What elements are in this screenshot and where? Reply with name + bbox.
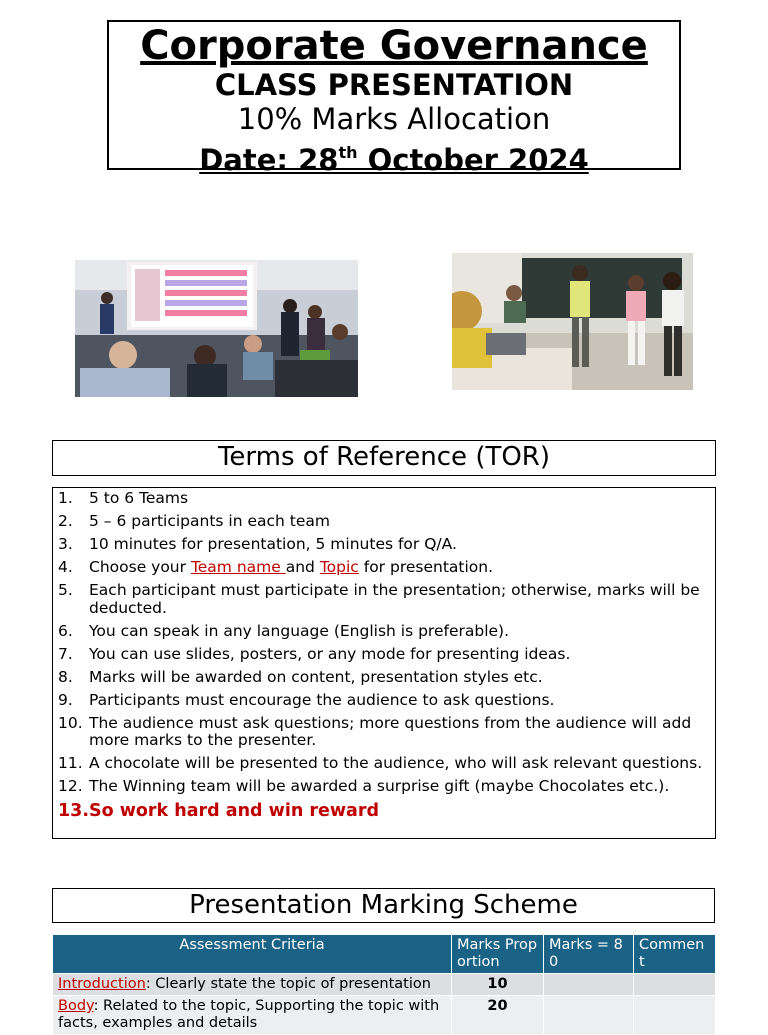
header-marks-total: Marks = 80 (544, 935, 634, 974)
tor-item: 9. Participants must encourage the audience to ask questions. (58, 690, 555, 709)
document-title: Corporate Governance (140, 23, 648, 69)
marking-scheme-heading: Presentation Marking Scheme (52, 888, 715, 923)
tor-list-box (52, 487, 716, 839)
team-name-link[interactable]: Team name (190, 558, 286, 576)
tor-item: 6. You can speak in any language (English is preferable). (58, 621, 510, 640)
header-marks-proportion: Marks Proportion (452, 935, 544, 974)
comment-cell[interactable] (634, 996, 716, 1035)
tor-item-highlight: 13. So work hard and win reward (58, 801, 380, 821)
table-row (53, 996, 716, 1035)
title-box (107, 20, 681, 177)
marks-proportion-cell: 10 (452, 974, 544, 996)
criteria-cell: Body: Related to the topic, Supporting the topic with facts, examples and details (53, 996, 452, 1035)
tor-item: 2. 5 – 6 participants in each team (58, 512, 330, 530)
tor-item: 3. 10 minutes for presentation, 5 minutes for Q/A. (58, 535, 457, 553)
marks-allocation: 10% Marks Allocation (237, 102, 551, 136)
tor-item: 10. The audience must ask questions; more questions from the audience will add more marks to the presenter. (58, 713, 692, 749)
tor-item: 8. Marks will be awarded on content, presentation styles etc. (58, 667, 543, 686)
marks-cell[interactable] (544, 996, 634, 1035)
topic-link[interactable]: Topic (319, 558, 359, 576)
presentation-date: Date: 28th October 2024 (199, 143, 589, 177)
comment-cell[interactable] (634, 974, 716, 996)
marks-proportion-cell: 20 (452, 996, 544, 1035)
tor-item: 1. 5 to 6 Teams (58, 489, 189, 507)
marking-scheme-table (52, 934, 716, 1035)
table-row (53, 974, 716, 996)
tor-heading: Terms of Reference (TOR) (52, 440, 716, 476)
tor-item: 12. The Winning team will be awarded a surprise gift (maybe Chocolates etc.). (58, 777, 670, 795)
tor-item: 7. You can use slides, posters, or any mode for presenting ideas. (58, 644, 571, 663)
tor-item: 11. A chocolate will be presented to the audience, who will ask relevant questions. (58, 754, 703, 772)
marks-cell[interactable] (544, 974, 634, 996)
criteria-cell: Introduction: Clearly state the topic of presentation (53, 974, 452, 996)
document-subtitle: CLASS PRESENTATION (214, 68, 574, 102)
header-comment: Comment (634, 935, 716, 974)
tor-list (58, 490, 709, 827)
students-photo (452, 253, 693, 390)
tor-item: 5. Each participant must participate in the presentation; otherwise, marks will be deducted. (58, 581, 700, 617)
introduction-link[interactable]: Introduction (58, 976, 146, 992)
tor-item: 4. Choose your Team name and Topic for presentation. (58, 558, 494, 576)
body-link[interactable]: Body (58, 998, 94, 1014)
header-assessment-criteria: Assessment Criteria (53, 935, 452, 974)
table-header-row (53, 935, 716, 974)
classroom-photo (75, 260, 358, 397)
